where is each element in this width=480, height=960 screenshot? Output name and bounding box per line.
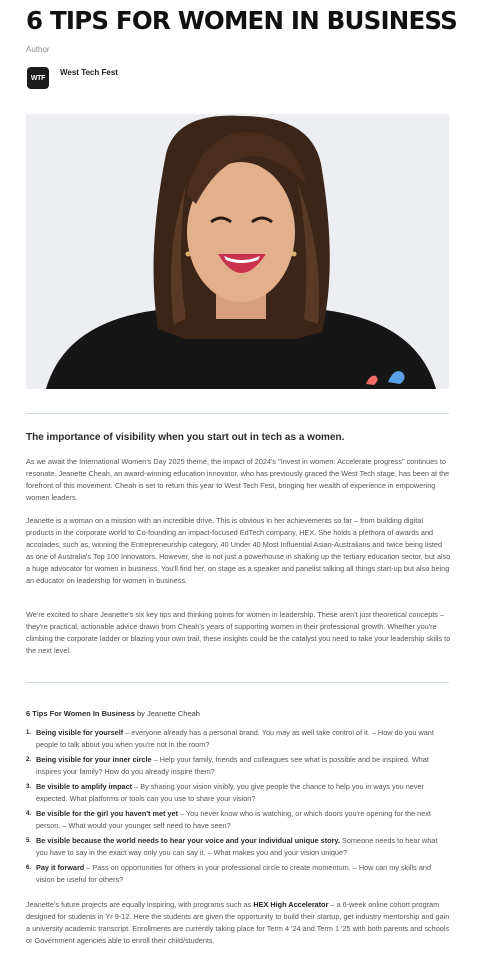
author-avatar[interactable]: WTF [27, 67, 49, 89]
intro-paragraph-3: We're excited to share Jeanette's six key tips and thinking points for women in leadership. These aren't just theoretical concepts – they're practical, actionable advice drawn from Cheah's years of supporting women in their professional growth. Whether you're climbing the corporate ladder or blazing your own trail, these insights could be the catalyst you need to take your leadership skills to the next level. [26, 610, 451, 655]
tip-item [26, 781, 446, 805]
tip-title: Be visible because the world needs to hear your voice and your individual unique story. [36, 836, 340, 845]
author-label: Author [26, 45, 50, 54]
tip-item [26, 727, 446, 751]
tip-text: – Pass on opportunities for others in your professional circle to create momentum. – How can my skills and vision be useful for others? [36, 863, 432, 884]
tip-title: Pay it forward [36, 863, 85, 872]
tip-item [26, 808, 446, 832]
closing-paragraph [26, 899, 451, 947]
tip-item [26, 835, 446, 859]
tip-title: Being visible for your inner circle [36, 755, 152, 764]
tip-item [26, 862, 446, 886]
hero-image [26, 114, 449, 389]
intro-paragraph-2: Jeanette is a woman on a mission with an incredible drive. This is obvious in her achievements so far – from building digital products in the corporate world to Co-founding an impact-focused EdTech company, HEX. She holds a plethora of awards and accolades, such as, winning the Entrepreneurship category, 40 Under 40 Most Influential Asian-Australians and twice being listed as one of Australia's Top 100 Innovators. However, she is not just a powerhouse in shaking up the tertiary education sector, but also a huge advocator for women in business. You'll find her, on stage as a speaker and panelist talking all things start-up but also being an educator on leadership for women in business. [26, 516, 451, 585]
intro-paragraph-1: As we await the International Women's Day 2025 theme, the impact of 2024's "Invest in women: Accelerate progress" continues to resonate. Jeanette Cheah, an award-winning education innovator, who has previously graced the West Tech stage, has been at the forefront of this movement. Cheah is set to return this year to West Tech Fest, bringing her wealth of experience in empowering women leaders. [26, 457, 450, 502]
portrait-illustration [26, 114, 449, 389]
tip-title: Be visible to amplify impact [36, 782, 133, 791]
closing-text-after: – a 6-week online cohort program designed for students in Yr 9-12. Here the students are given the opportunity to build their startup, get industry mentorship and gain a university academic transcript. Enrollments are currently taking place for Term 4 '24 and Term 1 '25 with both parents and schools or Government agencies able to enroll their child/students. [26, 900, 450, 945]
program-name: HEX High Accelerator [253, 900, 329, 909]
section-heading: The importance of visibility when you start out in tech as a women. [26, 432, 345, 443]
tip-text: – You never know who is watching, or which doors you're opening for the next person. – What would your younger self need to have seen? [36, 809, 431, 830]
closing-text-before: Jeanette's future projects are equally inspiring, with programs such as [26, 900, 254, 909]
tip-title: Be visible for the girl you haven't met yet [36, 809, 179, 818]
tip-text: Someone needs to hear what you have to say in the exact way only you can say it. – What makes you and your vision unique? [36, 836, 438, 857]
author-name[interactable]: West Tech Fest [60, 68, 118, 77]
tip-item [26, 754, 446, 778]
tips-list [26, 727, 446, 889]
tip-text: – everyone already has a personal brand. You may as well take control of it. – How do you want people to talk about you when you're not in the room? [36, 728, 434, 749]
tip-number: 5. [26, 838, 32, 844]
tip-title: Being visible for yourself [36, 728, 124, 737]
tip-text: – By sharing your vision visibly, you give people the chance to help you in ways you never expected. What platforms or tools can you use to share your vision? [36, 782, 425, 803]
section-divider [26, 682, 449, 683]
tips-heading [26, 709, 200, 718]
tip-number: 1. [26, 730, 32, 736]
tip-number: 6. [26, 865, 32, 871]
tip-number: 2. [26, 757, 32, 763]
tips-heading-title: 6 Tips For Women In Business [26, 709, 135, 718]
tip-number: 4. [26, 811, 32, 817]
tip-number: 3. [26, 784, 32, 790]
article-title: 6 TIPS FOR WOMEN IN BUSINESS [26, 6, 458, 35]
tips-heading-byline: by Jeanette Cheah [134, 709, 200, 718]
tip-text: – Help your family, friends and colleagues see what is possible and be inspired. What inspires your family? How do you already inspire them? [36, 755, 429, 776]
section-divider [26, 413, 449, 414]
